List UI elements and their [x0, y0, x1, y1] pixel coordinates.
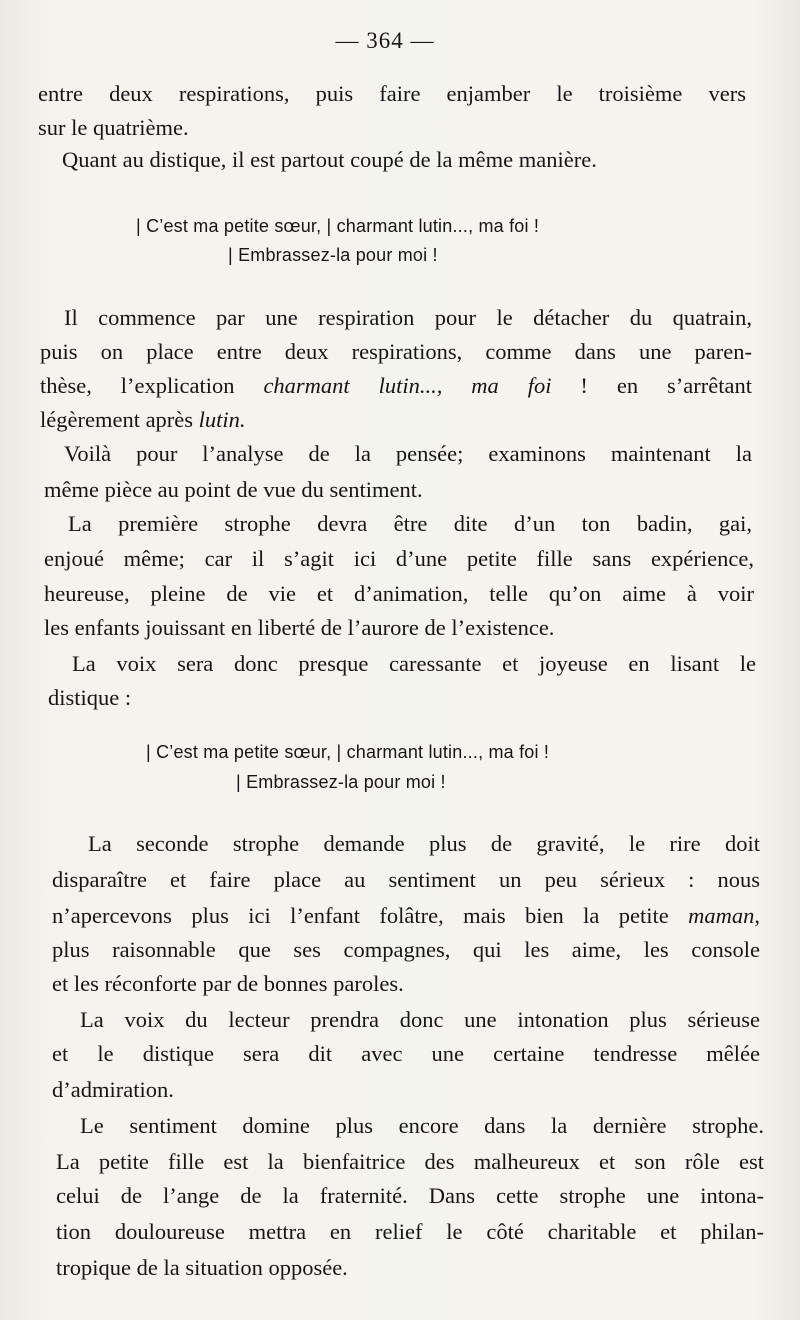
italic-quote: charmant lutin..., ma foi	[263, 373, 552, 398]
text-segment: thèse, l’explication	[40, 373, 264, 398]
text-segment: ,	[754, 903, 760, 928]
text-line: sur le quatrième.	[38, 115, 189, 140]
text-line: entre deux respirations, puis faire enjamber le troisième vers	[38, 81, 746, 106]
text-line: les enfants jouissant en liberté de l’aurore de l’existence.	[44, 615, 555, 640]
text-line	[52, 902, 760, 930]
text-line: plus raisonnable que ses compagnes, qui les aime, les console	[52, 937, 760, 962]
text-line: tion douloureuse mettra en relief le côté charitable et philan-	[56, 1219, 764, 1244]
verse-line: | Embrassez-la pour moi !	[228, 245, 438, 265]
text-line: La première strophe devra être dite d’un ton badin, gai,	[68, 511, 752, 536]
text-line: Il commence par une respiration pour le détacher du quatrain,	[64, 305, 752, 330]
text-line: d’admiration.	[52, 1077, 174, 1102]
italic-word: lutin.	[198, 407, 246, 432]
text-line: La voix sera donc presque caressante et joyeuse en lisant le	[72, 651, 756, 676]
verse-line: | C’est ma petite sœur, | charmant lutin..., ma foi !	[136, 216, 540, 236]
text-line: et les réconforte par de bonnes paroles.	[52, 971, 404, 996]
verse-line: | Embrassez-la pour moi !	[236, 772, 446, 792]
verse-line: | C’est ma petite sœur, | charmant lutin..., ma foi !	[146, 742, 550, 762]
text-line: Le sentiment domine plus encore dans la dernière strophe.	[80, 1113, 764, 1138]
text-line	[40, 406, 246, 434]
text-line: Quant au distique, il est partout coupé de la même manière.	[62, 147, 597, 172]
text-line: disparaître et faire place au sentiment un peu sérieux : nous	[52, 867, 760, 892]
text-line: Voilà pour l’analyse de la pensée; examinons maintenant la	[64, 441, 752, 466]
text-line	[40, 372, 752, 400]
text-segment: n’apercevons plus ici l’enfant folâtre, mais bien la petite	[52, 903, 689, 928]
text-segment: légèrement après	[40, 407, 199, 432]
text-line: distique :	[48, 685, 132, 710]
text-line: heureuse, pleine de vie et d’animation, telle qu’on aime à voir	[44, 581, 754, 606]
italic-word: maman	[688, 903, 755, 928]
text-line: La petite fille est la bienfaitrice des malheureux et son rôle est	[56, 1149, 764, 1174]
page-number: — 364 —	[335, 28, 435, 53]
text-line: puis on place entre deux respirations, comme dans une paren-	[40, 339, 752, 364]
text-line: tropique de la situation opposée.	[56, 1255, 348, 1280]
text-line: La voix du lecteur prendra donc une intonation plus sérieuse	[80, 1007, 760, 1032]
text-line: enjoué même; car il s’agit ici d’une petite fille sans expérience,	[44, 546, 754, 571]
text-line: celui de l’ange de la fraternité. Dans cette strophe une intona-	[56, 1183, 764, 1208]
text-line: et le distique sera dit avec une certaine tendresse mêlée	[52, 1041, 760, 1066]
text-line: même pièce au point de vue du sentiment.	[44, 477, 423, 502]
text-line: La seconde strophe demande plus de gravité, le rire doit	[88, 831, 760, 856]
text-segment: ! en s’arrêtant	[551, 373, 752, 398]
